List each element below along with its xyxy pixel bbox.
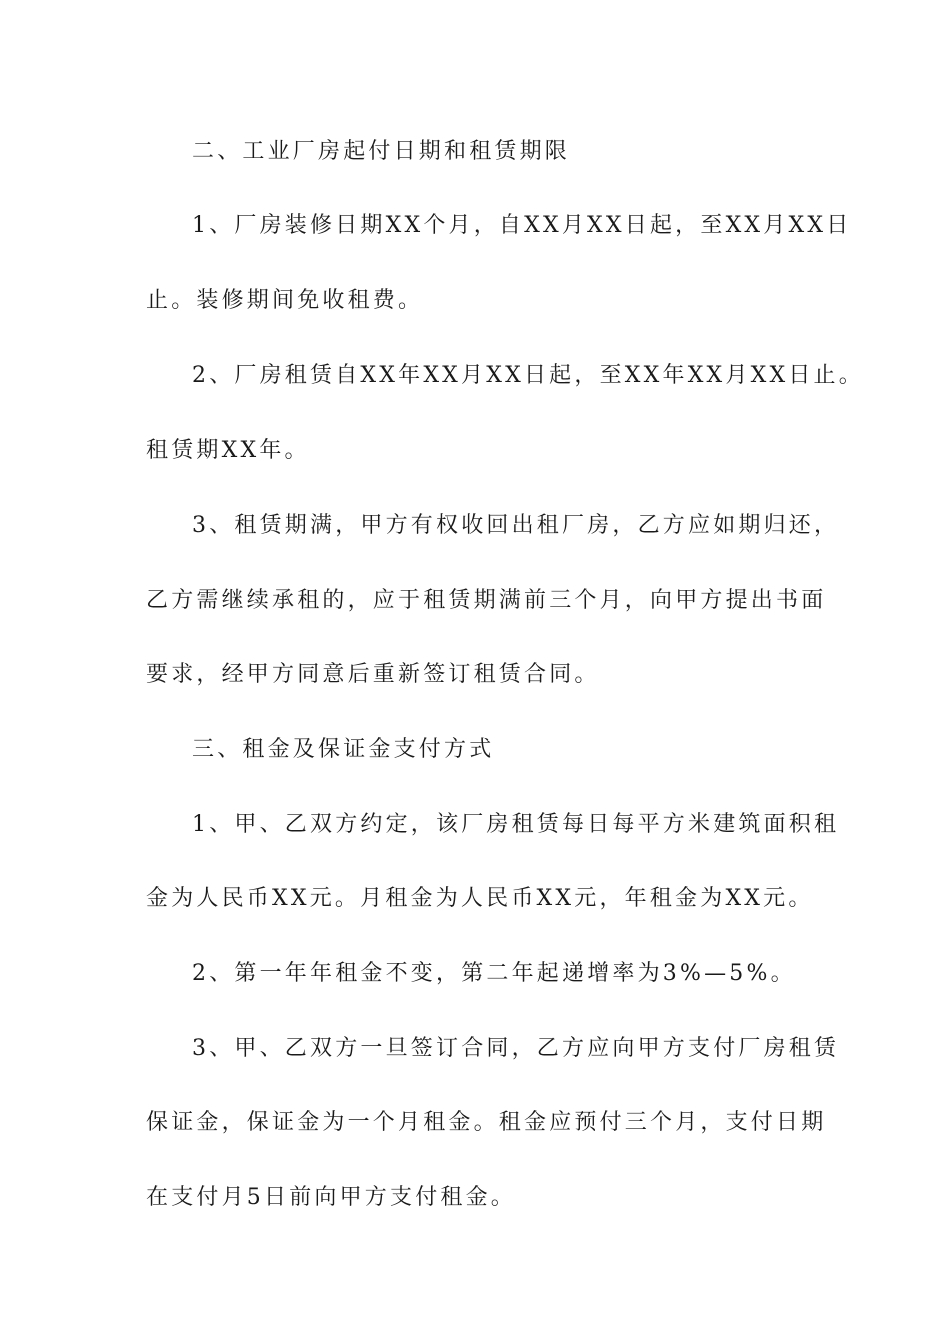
paragraph-line: 1、厂房装修日期XX个月，自XX月XX日起，至XX月XX日 bbox=[192, 213, 852, 238]
paragraph-line: 3、甲、乙双方一旦签订合同，乙方应向甲方支付厂房租赁 bbox=[192, 1036, 840, 1061]
paragraph-line: 乙方需继续承租的，应于租赁期满前三个月，向甲方提出书面 bbox=[146, 588, 827, 613]
paragraph-line: 3、租赁期满，甲方有权收回出租厂房，乙方应如期归还， bbox=[192, 513, 840, 538]
paragraph-line: 1、甲、乙双方约定，该厂房租赁每日每平方米建筑面积租 bbox=[192, 812, 840, 837]
section-heading-2: 二、工业厂房起付日期和租赁期限 bbox=[192, 139, 571, 164]
section-heading-3: 三、租金及保证金支付方式 bbox=[192, 737, 495, 762]
paragraph-line: 保证金，保证金为一个月租金。租金应预付三个月，支付日期 bbox=[146, 1110, 827, 1135]
paragraph-line: 租赁期XX年。 bbox=[146, 438, 310, 463]
paragraph-line: 2、厂房租赁自XX年XX月XX日起，至XX年XX月XX日止。 bbox=[192, 363, 864, 388]
paragraph-line: 在支付月5日前向甲方支付租金。 bbox=[146, 1185, 516, 1210]
paragraph-line: 止。装修期间免收租费。 bbox=[146, 288, 424, 313]
paragraph-line: 要求，经甲方同意后重新签订租赁合同。 bbox=[146, 662, 600, 687]
paragraph-line: 金为人民币XX元。月租金为人民币XX元，年租金为XX元。 bbox=[146, 886, 814, 911]
paragraph-line: 2、第一年年租金不变，第二年起递增率为3%—5%。 bbox=[192, 961, 796, 986]
